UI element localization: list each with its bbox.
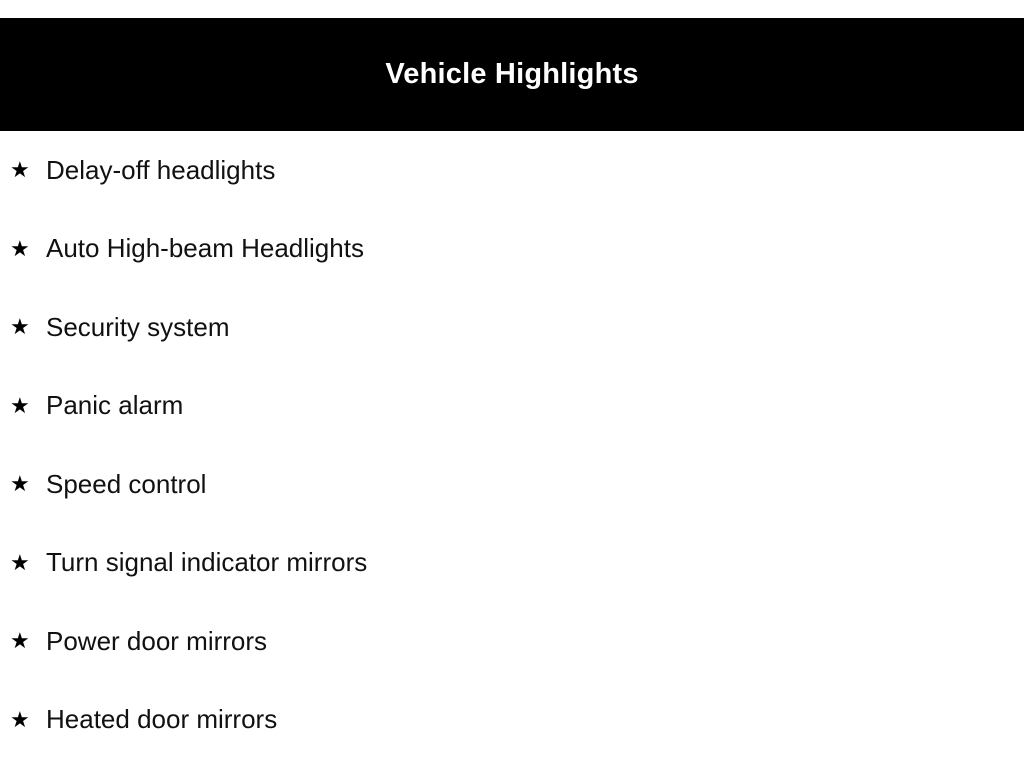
star-icon: ★	[10, 392, 30, 418]
star-icon: ★	[10, 628, 30, 654]
list-item-label: Security system	[46, 311, 230, 342]
vehicle-highlights-list	[0, 131, 1024, 759]
page-title: Vehicle Highlights	[385, 58, 639, 90]
list-item	[0, 367, 1024, 446]
star-icon: ★	[10, 706, 30, 732]
list-item-label: Turn signal indicator mirrors	[46, 547, 368, 578]
list-item-label: Panic alarm	[46, 390, 184, 421]
star-icon: ★	[10, 157, 30, 183]
list-item-label: Heated door mirrors	[46, 704, 278, 735]
star-icon: ★	[10, 314, 30, 340]
list-item	[0, 681, 1024, 760]
list-item-label: Speed control	[46, 468, 207, 499]
star-icon: ★	[10, 549, 30, 575]
star-icon: ★	[10, 471, 30, 497]
list-item	[0, 210, 1024, 289]
list-item-label: Power door mirrors	[46, 625, 268, 656]
list-item-label: Delay-off headlights	[46, 154, 276, 185]
list-item-label: Auto High-beam Headlights	[46, 233, 364, 264]
list-item	[0, 288, 1024, 367]
list-item	[0, 131, 1024, 210]
list-item	[0, 524, 1024, 603]
list-item	[0, 602, 1024, 681]
page-header-band	[0, 18, 1024, 131]
list-item	[0, 445, 1024, 524]
star-icon: ★	[10, 235, 30, 261]
